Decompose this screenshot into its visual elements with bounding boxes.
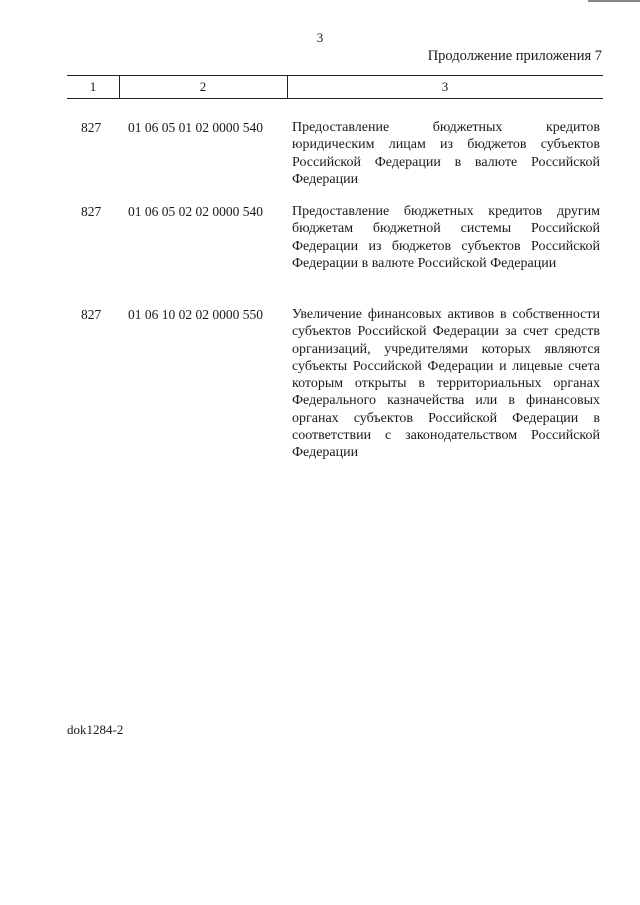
row-description: Предоставление бюджетных кредитов другим бюджетам бюджетной системы Российской Федерации из бюджетов субъектов Российской Федерации в валюте Российской Федерации bbox=[292, 204, 600, 271]
table-header-col-3: 3 bbox=[441, 79, 449, 94]
admin-code: 827 bbox=[81, 204, 102, 219]
document-id: dok1284-2 bbox=[67, 722, 124, 737]
table-header-col-2: 2 bbox=[119, 76, 288, 98]
appendix-continuation-label: Продолжение приложения 7 bbox=[427, 48, 602, 64]
scan-edge-mark bbox=[588, 0, 640, 2]
table-header-col-1: 1 bbox=[67, 76, 120, 98]
admin-code: 827 bbox=[81, 307, 102, 322]
budget-classification-code: 01 06 05 01 02 0000 540 bbox=[128, 120, 263, 135]
table-header bbox=[67, 75, 603, 99]
budget-classification-code: 01 06 05 02 02 0000 540 bbox=[128, 204, 263, 219]
budget-classification-code: 01 06 10 02 02 0000 550 bbox=[128, 307, 263, 322]
admin-code: 827 bbox=[81, 120, 102, 135]
row-description: Предоставление бюджетных кредитов юридическим лицам из бюджетов субъектов Российской Федерации в валюте Российской Федерации bbox=[292, 120, 600, 187]
row-description: Увеличение финансовых активов в собственности субъектов Российской Федерации за счет средств организаций, учредителями которых являются субъекты Российской Федерации и лицевые счета которым открыты в территориальных органах Федерального казначейства или в финансовых органах субъектов Российской Федерации в соответствии с законодательством Российской Федерации bbox=[292, 307, 600, 461]
page-number: 3 bbox=[316, 30, 324, 45]
